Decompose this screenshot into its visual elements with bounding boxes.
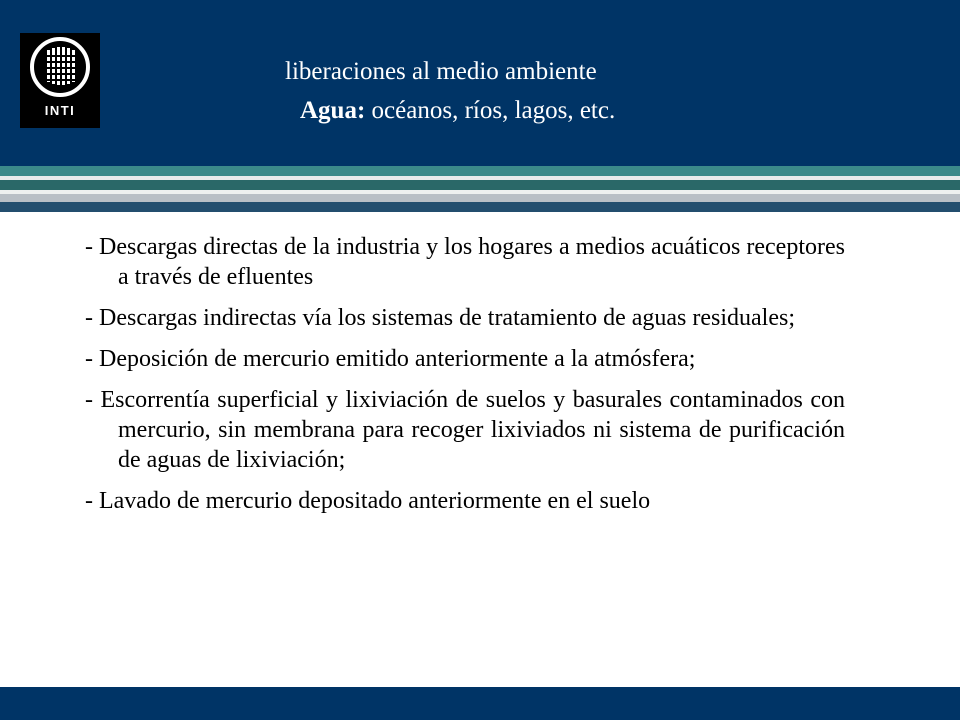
header-stripe [0, 180, 960, 190]
logo-text: INTI [44, 103, 76, 118]
header-stripe [0, 194, 960, 202]
list-item: - Descargas indirectas vía los sistemas de tratamiento de aguas residuales; [85, 305, 795, 331]
list-item: - Escorrentía superficial y lixiviación de suelos y basurales contaminados con mercurio, sin membrana para recoger lixiviados ni sistema de purificación de aguas de lixiviación; [85, 387, 845, 473]
bullet-list [85, 232, 845, 527]
slide-title-emphasis: Agua: [300, 97, 366, 124]
list-item: - Deposición de mercurio emitido anteriormente a la atmósfera; [85, 346, 696, 372]
slide-title-line1: liberaciones al medio ambiente [285, 58, 597, 85]
slide-footer [0, 687, 960, 720]
header-stripe [0, 166, 960, 176]
slide-title-line2 [300, 97, 615, 125]
header-stripe [0, 202, 960, 212]
slide-title-rest: océanos, ríos, lagos, etc. [365, 97, 616, 124]
slide-header [0, 0, 960, 166]
list-item: - Descargas directas de la industria y los hogares a medios acuáticos receptores a través de efluentes [85, 234, 845, 290]
inti-logo-icon [20, 33, 100, 128]
list-item: - Lavado de mercurio depositado anteriormente en el suelo [85, 488, 651, 514]
